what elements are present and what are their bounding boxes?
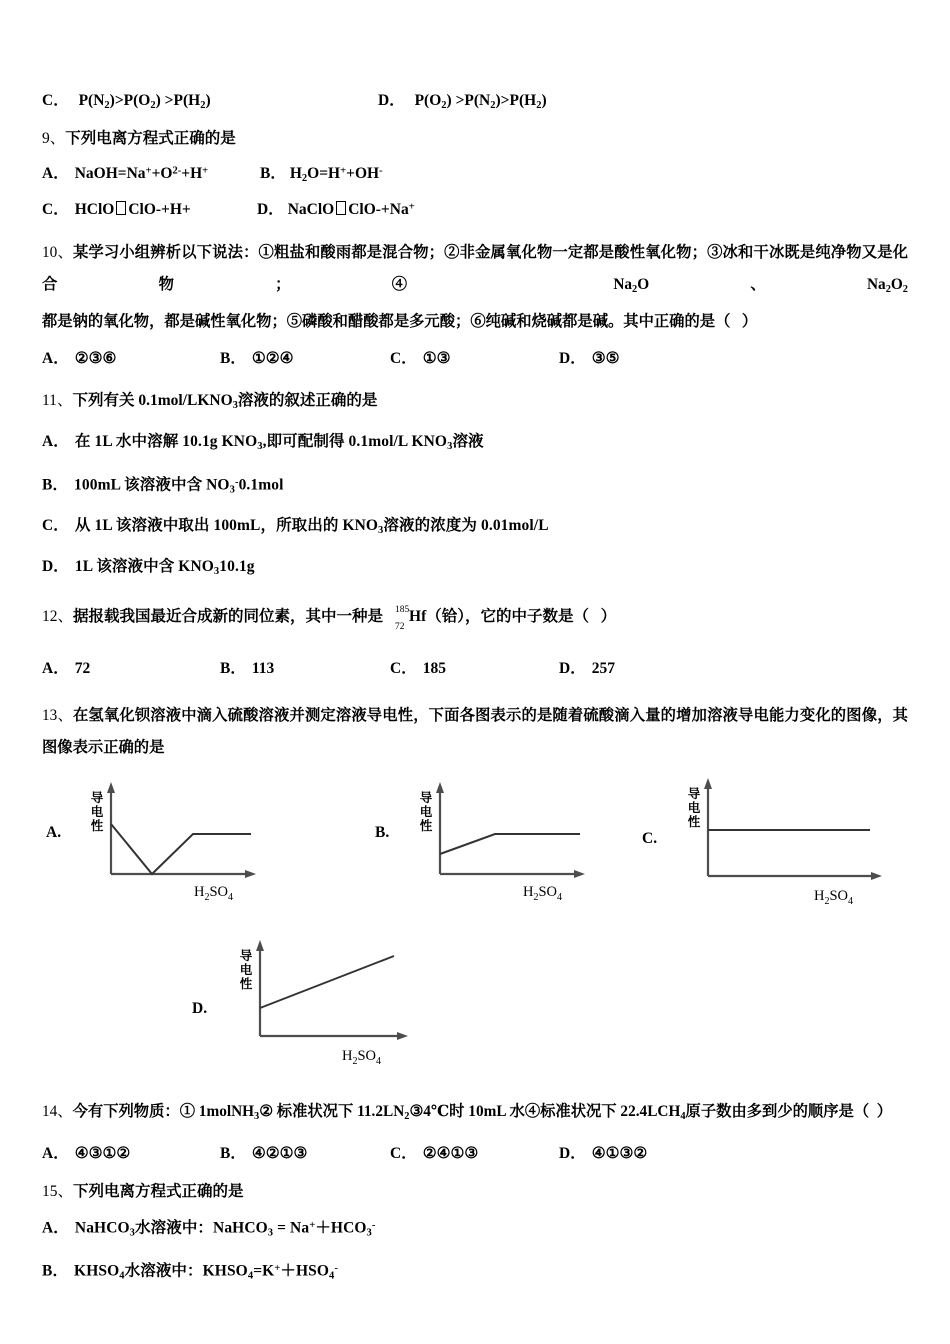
q15-option-a: A． NaHCO$_3$水溶液中：NaHCO$_3$ = $Na^++HCO_3^-$ — [42, 1219, 376, 1239]
q13-graph-b-svg — [375, 776, 625, 911]
q9-option-b-label: B． — [260, 165, 286, 182]
q10-option-b-label: B． — [220, 349, 246, 367]
q9-option-c-label: C． — [42, 201, 69, 218]
q9-options-row-2 — [42, 197, 910, 217]
q13-graph-b — [375, 776, 625, 911]
svg-text:电: 电 — [90, 804, 104, 820]
q14-option-c — [390, 1141, 478, 1163]
q8-option-d-label: D． — [378, 92, 405, 109]
svg-text:性: 性 — [419, 818, 433, 834]
q13-graph-d-ylabel: 导 — [239, 948, 253, 964]
isotope-atomic-number: 72 — [395, 622, 405, 633]
q13-graph-d-xlabel: $H_2SO_4$ — [342, 1048, 382, 1068]
q12-sep: 、 — [57, 608, 74, 626]
q14-sep: 、 — [57, 1103, 73, 1121]
q11-option-b: B． 100mL 该溶液中含 $NO_3^-0.1mol$ — [42, 476, 284, 496]
q14-option-d-label: D． — [559, 1144, 586, 1162]
q11-option-a: A． 在 1L 水中溶解 10.1g $KNO_3$,即可配制得 0.1mol/L $KNO_3$溶液 — [42, 432, 484, 452]
q11-option-c: C． 从 1L 该溶液中取出 100mL，所取出的 $KNO_3$溶液的浓度为 0.01mol/L — [42, 517, 549, 537]
q14-option-a-text: ④③①② — [74, 1144, 131, 1162]
q12-option-a-text: 72 — [74, 660, 91, 678]
q12-options-row — [42, 656, 910, 676]
q13-graph-a-svg — [46, 776, 296, 911]
q13-graphs-row-2 — [42, 936, 910, 1076]
question-14-number: 14 — [42, 1103, 58, 1121]
q13-graph-a-xlabel: $H_2SO_4$ — [194, 884, 234, 904]
q14-option-a-label: A． — [42, 1144, 69, 1162]
question-12-number: 12 — [42, 608, 58, 626]
isotope-mass-number: 185 — [395, 605, 410, 616]
q10-option-c-text: ①③ — [422, 349, 451, 367]
q12-option-a — [42, 656, 90, 678]
q13-graph-c-label: C. — [642, 830, 658, 848]
q12-option-c — [390, 656, 446, 678]
q13-graph-a-label: A. — [46, 824, 62, 842]
q11-option-b-label: B． — [42, 476, 69, 494]
missing-glyph-box-icon-2 — [336, 201, 346, 215]
q11-option-c-label: C． — [42, 517, 69, 535]
missing-glyph-box-icon — [116, 201, 126, 215]
q11-option-d: D． 1L 该溶液中含 $KNO_310.1g$ — [42, 558, 255, 578]
q12-option-d — [559, 656, 615, 678]
page-content — [42, 88, 910, 1287]
question-10-number: 10 — [42, 244, 58, 261]
q15-stem-text: 下列电离方程式正确的是 — [73, 1182, 244, 1200]
q13-graph-d — [192, 936, 452, 1076]
q14-option-b — [220, 1141, 307, 1163]
q11-sep: 、 — [56, 391, 73, 409]
q14-option-b-label: B． — [220, 1144, 246, 1162]
q12-option-c-text: 185 — [422, 660, 446, 678]
question-12-stem: 12、据报载我国最近合成新的同位素，其中一种是 185 72 Hf（铪），它的中子数是（ ） — [42, 606, 910, 632]
q14-options-row — [42, 1141, 910, 1161]
q10-sep: 、 — [57, 244, 73, 261]
q12-option-c-label: C． — [390, 660, 417, 678]
q14-option-c-label: C． — [390, 1144, 417, 1162]
q12-option-b — [220, 656, 274, 678]
q14-option-d-text: ④①③② — [591, 1144, 648, 1162]
q10-option-d — [559, 346, 620, 368]
q8-option-d: D． $P(O_2) >P(N_2)>P(H_2)$ — [378, 92, 547, 111]
q15-option-b: B． $KHSO_4$水溶液中：$KHSO_4=K^++HSO_4^-$ — [42, 1262, 339, 1282]
q12-option-d-label: D． — [559, 660, 586, 678]
q10-option-d-label: D． — [559, 349, 586, 367]
q8-options-row — [42, 88, 910, 111]
q10-option-a — [42, 346, 116, 368]
svg-text:电: 电 — [687, 800, 701, 816]
question-11-number: 11 — [42, 391, 57, 409]
q13-graph-c-ylabel: 导 — [687, 786, 701, 802]
q13-graph-c-svg — [642, 768, 910, 913]
question-9-stem — [42, 128, 910, 149]
question-14-stem: 14、今有下列物质：① 1molNH$_3$② 标准状况下 $11.2LN_2③4℃$时 10mL 水④标准状况下 $22.4LCH_4$原子数由多到少的顺序是（ ） — [42, 1103, 893, 1122]
q14-option-b-text: ④②①③ — [251, 1144, 308, 1162]
q10-option-a-label: A． — [42, 349, 69, 367]
isotope-symbol: Hf — [409, 608, 427, 626]
q10-option-a-text: ②③⑥ — [74, 349, 117, 367]
q9-option-b: B． $H_2O=H^++OH^-$ — [260, 165, 383, 184]
q13-graph-b-label: B. — [375, 824, 390, 842]
q12-option-b-label: B． — [220, 660, 246, 678]
q13-graph-d-label: D. — [192, 1000, 208, 1018]
question-15-stem — [42, 1181, 910, 1202]
question-10-stem: 10、某学习小组辨析以下说法：①粗盐和酸雨都是混合物；②非金属氧化物一定都是酸性氧化物；③冰和干冰既是纯净物又是化合物；④ $Na_2O$、$Na_2O_2$都是钠的氧化物，都是碱性氧化物；⑤磷酸和醋酸都是多元酸；⑥纯碱和烧碱都是碱。其中正确的是（ ） — [42, 244, 908, 330]
q12-option-a-label: A． — [42, 660, 69, 678]
q9-option-c: C． HClO ClO-+H+ — [42, 201, 191, 218]
q11-option-a-label: A． — [42, 432, 69, 450]
q13-graph-a-ylabel: 导 — [90, 790, 104, 806]
q12-option-b-text: 113 — [251, 660, 275, 678]
q8-option-c: C． $P(N_2)>P(O_2) >P(H_2)$ — [42, 92, 211, 111]
q14-option-d — [559, 1141, 647, 1163]
svg-text:电: 电 — [419, 804, 433, 820]
q10-option-b — [220, 346, 294, 368]
question-13-stem — [42, 700, 908, 764]
q9-option-a-label: A． — [42, 165, 69, 182]
q15-sep: 、 — [57, 1182, 74, 1200]
svg-text:性: 性 — [90, 818, 104, 834]
question-9-number: 9 — [42, 130, 50, 147]
q8-option-c-label: C． — [42, 92, 69, 109]
q10-option-d-text: ③⑤ — [591, 349, 620, 367]
question-13-number: 13 — [42, 707, 58, 725]
q13-sep: 、 — [57, 707, 73, 725]
q14-option-a — [42, 1141, 130, 1163]
q9-sep: 、 — [49, 130, 66, 147]
q13-stem-text: 在氢氧化钡溶液中滴入硫酸溶液并测定溶液导电性，下面各图表示的是随着硫酸滴入量的增加溶液导电能力变化的图像，其图像表示正确的是 — [42, 707, 908, 757]
svg-text:电: 电 — [239, 962, 253, 978]
q10-options-row — [42, 346, 910, 366]
question-15-number: 15 — [42, 1182, 58, 1200]
q13-graph-c-xlabel: $H_2SO_4$ — [814, 888, 854, 908]
q15-option-b-label: B． — [42, 1262, 69, 1280]
q12-option-d-text: 257 — [591, 660, 615, 678]
q11-option-d-label: D． — [42, 558, 69, 576]
q10-option-c — [390, 346, 451, 368]
q9-stem-text: 下列电离方程式正确的是 — [65, 130, 236, 147]
q13-graph-d-svg — [192, 936, 452, 1076]
q9-option-d-label: D． — [257, 201, 284, 218]
q10-option-c-label: C． — [390, 349, 417, 367]
q14-option-c-text: ②④①③ — [422, 1144, 479, 1162]
q10-option-b-text: ①②④ — [251, 349, 294, 367]
q13-graph-b-xlabel: $H_2SO_4$ — [523, 884, 563, 904]
q15-option-a-label: A． — [42, 1219, 69, 1237]
q13-graph-c — [642, 768, 910, 913]
q9-option-a: A． $NaOH=Na^++O^{2-}+H^+$ — [42, 165, 209, 182]
q13-graph-b-ylabel: 导 — [419, 790, 433, 806]
svg-text:性: 性 — [687, 814, 701, 830]
q9-options-row-1 — [42, 161, 910, 184]
q13-graphs-row-1 — [42, 776, 910, 916]
q13-graph-a — [46, 776, 296, 911]
question-11-stem: 11、下列有关 $0.1mol/LKNO_3$溶液的叙述正确的是 — [42, 391, 378, 411]
q9-option-d: D． NaClO ClO-+Na+ — [257, 201, 415, 218]
svg-text:性: 性 — [239, 976, 253, 992]
